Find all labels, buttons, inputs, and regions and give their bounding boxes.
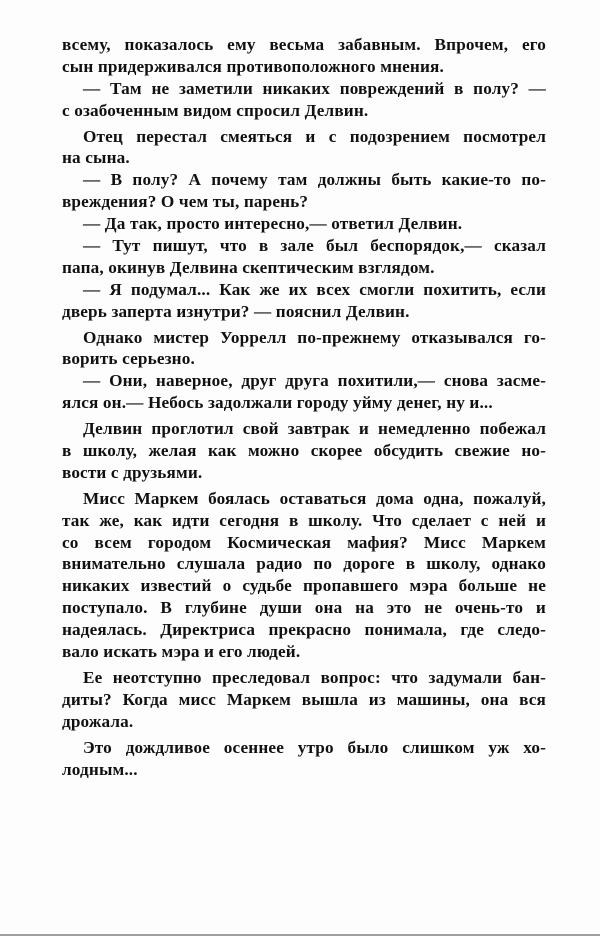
text-line: — Тут пишут, что в зале был беспорядок,— сказал [83, 236, 546, 256]
text-line: так же, как идти сегодня в школу. Что сделает с ней и [62, 510, 546, 530]
paragraph [62, 279, 546, 323]
text-line: — Там не заметили никаких повреждений в полу? — [83, 78, 546, 98]
paragraph [62, 126, 546, 170]
text-line: папа, окинув Делвина скептическим взглядом. [62, 257, 435, 277]
paragraph [62, 235, 546, 279]
text-line: Мисс Маркем боялась оставаться дома одна, пожалуй, [83, 488, 546, 508]
text-line: Однако мистер Уоррелл по-прежнему отказывался го- [83, 327, 546, 347]
text-line: в школу, желая как можно скорее обсудить свежие но- [62, 441, 546, 461]
text-line: — В полу? А почему там должны быть какие-то по- [83, 170, 546, 190]
paragraph [62, 34, 546, 78]
text-line: — Я подумал... Как же их всех смогли похитить, если [83, 279, 546, 299]
text-line: вости с друзьями. [62, 462, 203, 482]
text-line: всему, показалось ему весьма забавным. Впрочем, его [62, 35, 546, 54]
book-page-text [62, 34, 546, 780]
text-line: диты? Когда мисс Маркем вышла из машины, она вся [62, 689, 546, 709]
text-line: со всем городом Космическая мафия? Мисс Маркем [62, 532, 546, 552]
text-line: надеялась. Директриса прекрасно понимала, где следо- [62, 620, 546, 640]
paragraph [62, 667, 546, 733]
text-line: ворить серьезно. [62, 349, 195, 369]
text-line: внимательно слушала радио по дороге в школу, однако [62, 554, 546, 574]
paragraph [62, 169, 546, 213]
text-line: Ее неотступно преследовал вопрос: что задумали бан- [83, 667, 546, 687]
text-line: дрожала. [62, 711, 134, 731]
paragraph [62, 327, 546, 371]
text-line: — Они, наверное, друг друга похитили,— снова засме- [83, 371, 546, 391]
text-line: ялся он.— Небось задолжали городу уйму денег, ну и... [62, 393, 493, 413]
paragraph [62, 370, 546, 414]
text-line: на сына. [62, 148, 130, 168]
text-line: Это дождливое осеннее утро было слишком уж хо- [83, 737, 546, 757]
text-line: с озабоченным видом спросил Делвин. [62, 100, 369, 120]
text-line: поступало. В глубине души она на это не очень-то и [62, 598, 546, 618]
text-line: сын придерживался противоположного мнения. [62, 56, 444, 76]
text-line: вреждения? О чем ты, парень? [62, 192, 309, 212]
text-line: никаких известий о судьбе пропавшего мэра больше не [62, 576, 546, 596]
text-line: Отец перестал смеяться и с подозрением посмотрел [83, 126, 546, 146]
paragraph [62, 418, 546, 484]
paragraph [62, 78, 546, 122]
text-line: дверь заперта изнутри? — пояснил Делвин. [62, 301, 410, 321]
paragraph [62, 213, 546, 235]
text-line: лодным... [62, 759, 138, 779]
paragraph [62, 488, 546, 663]
text-line: — Да так, просто интересно,— ответил Делвин. [83, 214, 463, 234]
paragraph [62, 737, 546, 781]
text-line: Делвин проглотил свой завтрак и немедленно побежал [83, 419, 546, 439]
text-line: вало искать мэра и его людей. [62, 642, 301, 662]
